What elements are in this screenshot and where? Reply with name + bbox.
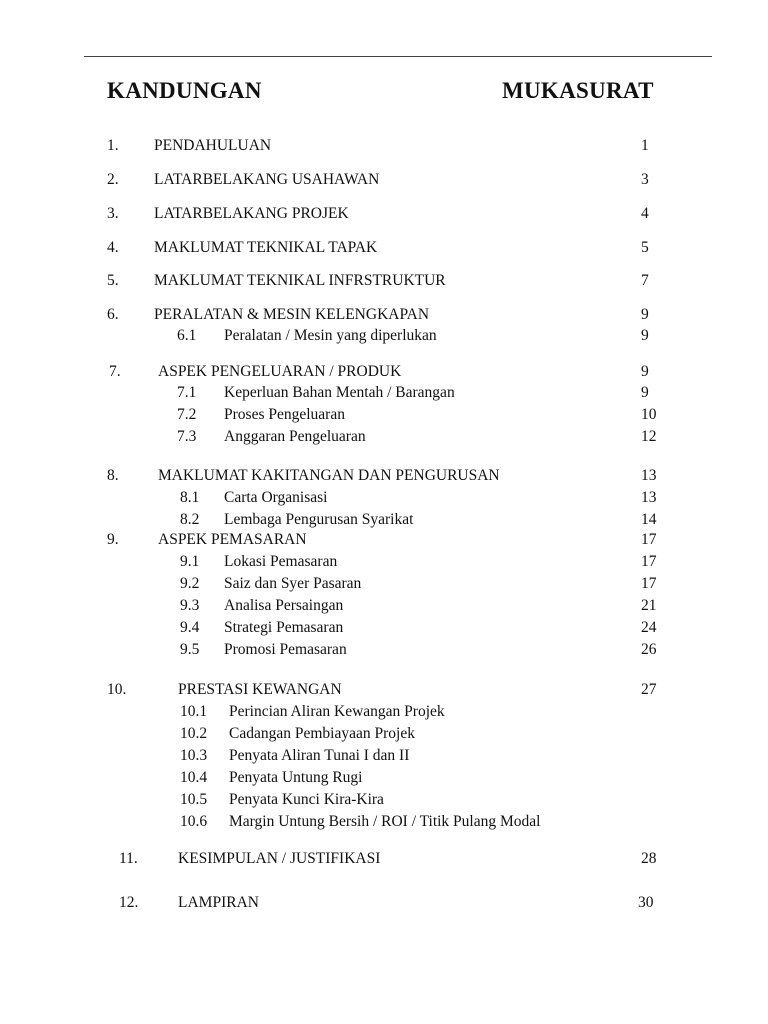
toc-entry-page: 14 <box>641 511 657 528</box>
toc-entry-title: LATARBELAKANG USAHAWAN <box>154 171 380 188</box>
toc-entry-8 <box>0 465 768 487</box>
toc-entry-7-1 <box>0 382 768 404</box>
toc-entry-title: Lembaga Pengurusan Syarikat <box>224 511 414 528</box>
toc-entry-title: PENDAHULUAN <box>154 137 272 154</box>
toc-entry-title: PERALATAN & MESIN KELENGKAPAN <box>154 306 430 323</box>
toc-entry-title: Proses Pengeluaran <box>224 406 345 423</box>
toc-entry-page: 28 <box>641 850 657 867</box>
toc-entry-number: 9.3 <box>180 597 200 614</box>
toc-entry-title: Lokasi Pemasaran <box>224 553 338 570</box>
toc-entry-number: 9.1 <box>180 553 200 570</box>
toc-entry-title: Perincian Aliran Kewangan Projek <box>229 703 445 720</box>
toc-entry-3 <box>0 203 768 225</box>
toc-entry-number: 6. <box>107 306 119 323</box>
toc-entry-title: LAMPIRAN <box>178 894 259 911</box>
toc-entry-9-3 <box>0 595 768 617</box>
toc-entry-4 <box>0 237 768 259</box>
toc-entry-page: 3 <box>641 171 649 188</box>
toc-entry-number: 10.2 <box>180 725 208 742</box>
toc-entry-page: 12 <box>641 428 657 445</box>
toc-entry-page: 1 <box>641 137 649 154</box>
toc-entry-number: 10.1 <box>180 703 208 720</box>
toc-entry-page: 27 <box>641 681 657 698</box>
toc-entry-10-5 <box>0 789 768 811</box>
toc-entry-page: 9 <box>641 384 649 401</box>
toc-entry-12 <box>0 892 768 914</box>
toc-entry-11 <box>0 848 768 870</box>
toc-entry-number: 9.4 <box>180 619 200 636</box>
toc-entry-7 <box>0 361 768 383</box>
toc-entry-2 <box>0 169 768 191</box>
toc-entry-10-1 <box>0 701 768 723</box>
toc-entry-number: 7. <box>109 363 121 380</box>
toc-entry-page: 10 <box>641 406 657 423</box>
toc-entry-number: 1. <box>107 137 119 154</box>
toc-entry-title: Analisa Persaingan <box>224 597 344 614</box>
toc-entry-page: 9 <box>641 363 649 380</box>
toc-entry-page: 13 <box>641 467 657 484</box>
toc-entry-number: 8. <box>107 467 119 484</box>
toc-entry-number: 2. <box>107 171 119 188</box>
toc-entry-number: 10.6 <box>180 813 208 830</box>
toc-entry-number: 7.1 <box>177 384 197 401</box>
toc-entry-title: ASPEK PEMASARAN <box>158 531 307 548</box>
toc-entry-title: Cadangan Pembiayaan Projek <box>229 725 415 742</box>
toc-entry-title: Carta Organisasi <box>224 489 328 506</box>
toc-entry-7-2 <box>0 404 768 426</box>
toc-entry-1 <box>0 135 768 157</box>
toc-entry-7-3 <box>0 426 768 448</box>
toc-entry-title: Margin Untung Bersih / ROI / Titik Pulang Modal <box>229 813 541 830</box>
toc-entry-8-1 <box>0 487 768 509</box>
toc-entry-title: ASPEK PENGELUARAN / PRODUK <box>158 363 402 380</box>
toc-entry-page: 26 <box>641 641 657 658</box>
toc-entry-6-1 <box>0 325 768 347</box>
toc-entry-page: 24 <box>641 619 657 636</box>
toc-entry-number: 7.2 <box>177 406 197 423</box>
toc-entry-page: 21 <box>641 597 657 614</box>
toc-entry-number: 9.2 <box>180 575 200 592</box>
toc-entry-title: Penyata Untung Rugi <box>229 769 363 786</box>
toc-entry-title: LATARBELAKANG PROJEK <box>154 205 349 222</box>
toc-entry-title: Penyata Aliran Tunai I dan II <box>229 747 410 764</box>
toc-entry-title: Strategi Pemasaran <box>224 619 344 636</box>
toc-entry-9-1 <box>0 551 768 573</box>
toc-entry-title: Anggaran Pengeluaran <box>224 428 366 445</box>
toc-entry-page: 17 <box>641 531 657 548</box>
toc-entry-page: 13 <box>641 489 657 506</box>
toc-entry-10-4 <box>0 767 768 789</box>
toc-entry-8-2 <box>0 509 768 531</box>
toc-entry-page: 7 <box>641 272 649 289</box>
toc-entry-number: 8.1 <box>180 489 200 506</box>
toc-entry-number: 5. <box>107 272 119 289</box>
toc-entry-title: MAKLUMAT TEKNIKAL INFRSTRUKTUR <box>154 272 446 289</box>
toc-entry-page: 17 <box>641 553 657 570</box>
toc-entry-number: 9. <box>107 531 119 548</box>
toc-entry-page: 9 <box>641 306 649 323</box>
toc-entry-10 <box>0 679 768 701</box>
toc-entry-number: 7.3 <box>177 428 197 445</box>
toc-entry-10-2 <box>0 723 768 745</box>
toc-entry-number: 3. <box>107 205 119 222</box>
toc-entry-title: Saiz dan Syer Pasaran <box>224 575 362 592</box>
toc-entry-title: KESIMPULAN / JUSTIFIKASI <box>178 850 381 867</box>
toc-entry-number: 10.4 <box>180 769 208 786</box>
toc-entry-page: 5 <box>641 239 649 256</box>
toc-entry-number: 4. <box>107 239 119 256</box>
toc-entry-page: 4 <box>641 205 649 222</box>
toc-entry-number: 10.5 <box>180 791 208 808</box>
toc-entry-title: Promosi Pemasaran <box>224 641 347 658</box>
toc-entry-number: 8.2 <box>180 511 200 528</box>
toc-entry-9 <box>0 529 768 551</box>
toc-entry-10-3 <box>0 745 768 767</box>
toc-entry-number: 12. <box>119 894 139 911</box>
toc-entry-title: MAKLUMAT KAKITANGAN DAN PENGURUSAN <box>158 467 500 484</box>
toc-entry-9-2 <box>0 573 768 595</box>
toc-entry-6 <box>0 304 768 326</box>
toc-entry-page: 17 <box>641 575 657 592</box>
toc-entry-5 <box>0 270 768 292</box>
toc-entry-title: Keperluan Bahan Mentah / Barangan <box>224 384 455 401</box>
top-rule <box>84 56 712 57</box>
toc-entry-title: PRESTASI KEWANGAN <box>178 681 342 698</box>
toc-entry-9-4 <box>0 617 768 639</box>
toc-entry-number: 11. <box>119 850 138 867</box>
toc-entry-number: 6.1 <box>177 327 197 344</box>
toc-entry-page: 30 <box>638 894 654 911</box>
toc-entry-10-6 <box>0 811 768 833</box>
contents-heading: KANDUNGAN <box>107 78 262 103</box>
toc-entry-number: 9.5 <box>180 641 200 658</box>
toc-entry-number: 10. <box>107 681 127 698</box>
toc-entry-title: MAKLUMAT TEKNIKAL TAPAK <box>154 239 378 256</box>
toc-entry-number: 10.3 <box>180 747 208 764</box>
toc-entry-title: Penyata Kunci Kira-Kira <box>229 791 384 808</box>
toc-entry-title: Peralatan / Mesin yang diperlukan <box>224 327 437 344</box>
page-column-heading: MUKASURAT <box>502 78 654 103</box>
toc-entry-page: 9 <box>641 327 649 344</box>
toc-entry-9-5 <box>0 639 768 661</box>
